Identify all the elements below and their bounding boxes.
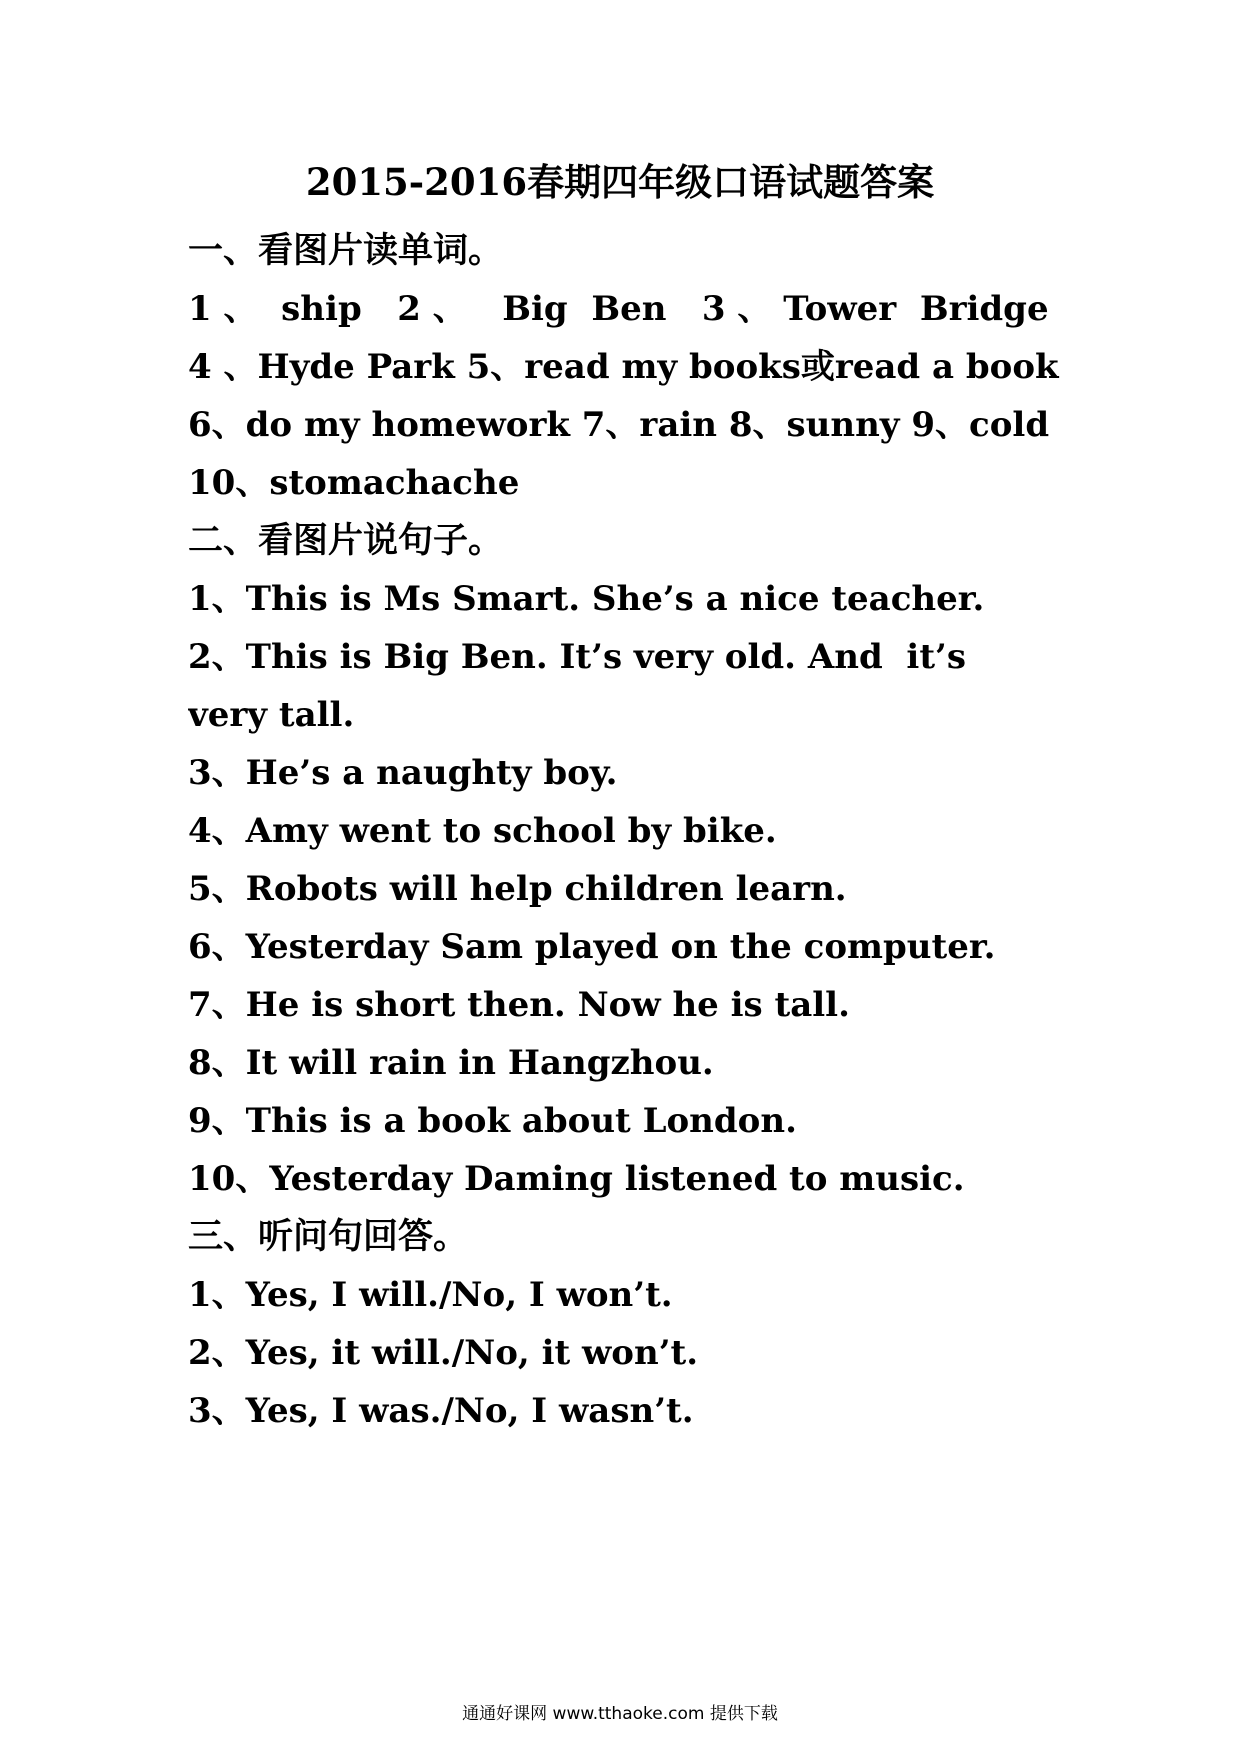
answer-line: 6、Yesterday Sam played on the computer. [188, 927, 996, 967]
answer-line: 3、He’s a naughty boy. [188, 753, 618, 793]
answer-line: 7、He is short then. Now he is tall. [188, 985, 850, 1025]
answer-line: 2、Yes, it will./No, it won’t. [188, 1333, 699, 1373]
answer-line: 1、This is Ms Smart. She’s a nice teacher. [188, 579, 985, 619]
answer-line: 4、Amy went to school by bike. [188, 811, 777, 851]
answer-line: 1、Yes, I will./No, I won’t. [188, 1275, 673, 1315]
answer-line: 4 、Hyde Park 5、read my books或read a book [188, 347, 1059, 387]
answer-line: 10、Yesterday Daming listened to music. [188, 1159, 965, 1199]
document-title: 2015-2016春期四年级口语试题答案 [305, 160, 935, 204]
answer-line: 2、This is Big Ben. It’s very old. And it’s [188, 637, 966, 677]
answer-list [188, 222, 1108, 1440]
answer-line: 10、stomachache [188, 463, 520, 503]
answer-line: 9、This is a book about London. [188, 1101, 797, 1141]
section-heading: 三、听问句回答。 [188, 1216, 469, 1257]
answer-line: 8、It will rain in Hangzhou. [188, 1043, 714, 1083]
section-heading: 二、看图片说句子。 [188, 520, 504, 561]
answer-line: 6、do my homework 7、rain 8、sunny 9、cold [188, 405, 1050, 445]
answer-line: 5、Robots will help children learn. [188, 869, 847, 909]
answer-line: very tall. [188, 695, 355, 735]
footer-text: 通通好课网 www.tthaoke.com 提供下载 [462, 1704, 778, 1724]
section-heading: 一、看图片读单词。 [188, 230, 504, 271]
answer-line: 3、Yes, I was./No, I wasn’t. [188, 1391, 694, 1431]
answer-line: 1 、 ship 2 、 Big Ben 3 、 Tower Bridge [188, 289, 1049, 329]
